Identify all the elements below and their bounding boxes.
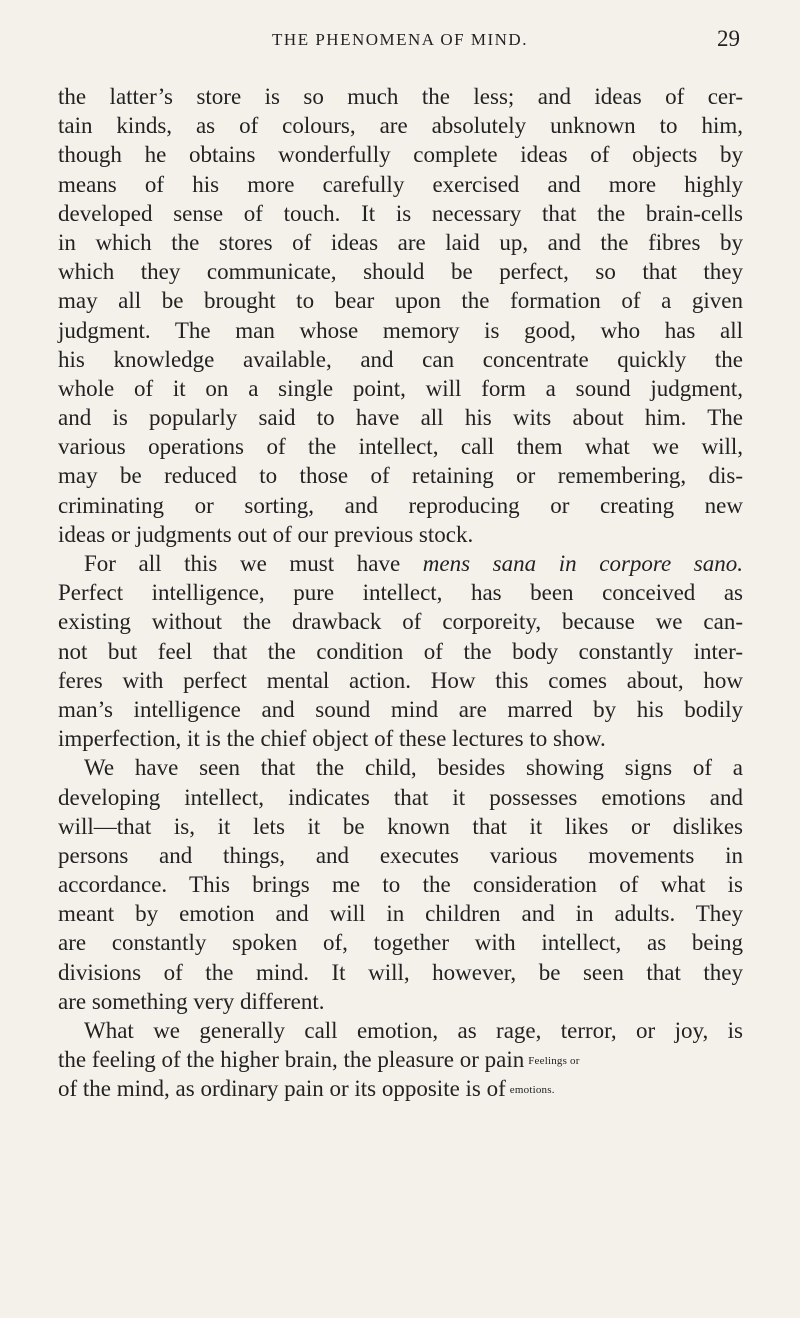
text-line: We have seen that the child, besides showing signs of a bbox=[84, 755, 743, 781]
text-line-with-side-note bbox=[58, 1045, 743, 1074]
line-text: the feeling of the higher brain, the pleasure or pain bbox=[58, 1047, 525, 1073]
text-line: ideas or judgments out of our previous stock. bbox=[58, 521, 474, 547]
text-line: man’s intelligence and sound mind are marred by his bodily bbox=[58, 696, 743, 722]
text-line: accordance. This brings me to the consideration of what is bbox=[58, 872, 743, 898]
line-text: of the mind, as ordinary pain or its opposite is of bbox=[58, 1076, 506, 1102]
text-line: in which the stores of ideas are laid up, and the fibres by bbox=[58, 229, 743, 255]
text-line: divisions of the mind. It will, however, be seen that they bbox=[58, 959, 743, 985]
text-line: criminating or sorting, and reproducing or creating new bbox=[58, 492, 743, 518]
text-line: his knowledge available, and can concentrate quickly the bbox=[58, 346, 743, 372]
text-line: Perfect intelligence, pure intellect, has been conceived as bbox=[58, 580, 743, 606]
running-head bbox=[0, 26, 800, 58]
text-line: existing without the drawback of corporeity, because we can- bbox=[58, 609, 743, 635]
side-note: emotions. bbox=[509, 1084, 555, 1097]
text-line: What we generally call emotion, as rage, terror, or joy, is bbox=[84, 1018, 743, 1043]
text-line: feres with perfect mental action. How this comes about, how bbox=[58, 667, 743, 693]
running-title: THE PHENOMENA OF MIND. bbox=[272, 30, 528, 49]
text-line: meant by emotion and will in children and in adults. They bbox=[58, 901, 743, 927]
text-line: imperfection, it is the chief object of these lectures to show. bbox=[58, 726, 606, 752]
text-line: are something very different. bbox=[58, 988, 325, 1014]
text-line: though he obtains wonderfully complete ideas of objects by bbox=[58, 142, 743, 168]
text-line-latin bbox=[58, 549, 743, 578]
text-line: means of his more carefully exercised and more highly bbox=[58, 171, 743, 197]
line-text: For all this we must have bbox=[84, 551, 423, 576]
text-line: whole of it on a single point, will form a sound judgment, bbox=[58, 375, 743, 401]
text-line: not but feel that the condition of the body constantly inter- bbox=[58, 638, 743, 664]
body-text bbox=[58, 82, 743, 1104]
text-line: developing intellect, indicates that it possesses emotions and bbox=[58, 784, 743, 810]
text-line: may be reduced to those of retaining or remembering, dis- bbox=[58, 463, 743, 489]
text-line: judgment. The man whose memory is good, who has all bbox=[58, 317, 743, 343]
text-line: persons and things, and executes various movements in bbox=[58, 842, 743, 868]
text-line: developed sense of touch. It is necessary that the brain-cells bbox=[58, 200, 743, 226]
latin-phrase: mens sana in corpore sano. bbox=[422, 551, 744, 576]
text-line: may all be brought to bear upon the formation of a given bbox=[58, 288, 743, 314]
text-line: which they communicate, should be perfect, so that they bbox=[58, 259, 743, 285]
text-line: will—that is, it lets it be known that it likes or dislikes bbox=[58, 813, 743, 839]
text-line: and is popularly said to have all his wits about him. The bbox=[58, 405, 743, 431]
text-line: are constantly spoken of, together with intellect, as being bbox=[58, 930, 743, 956]
page-number: 29 bbox=[717, 26, 740, 51]
text-line-with-side-note bbox=[58, 1074, 743, 1103]
text-line: various operations of the intellect, call them what we will, bbox=[58, 434, 743, 460]
text-line: tain kinds, as of colours, are absolutely unknown to him, bbox=[58, 113, 743, 139]
text-line: the latter’s store is so much the less; and ideas of cer- bbox=[58, 84, 743, 109]
side-note: Feelings or bbox=[528, 1055, 580, 1068]
